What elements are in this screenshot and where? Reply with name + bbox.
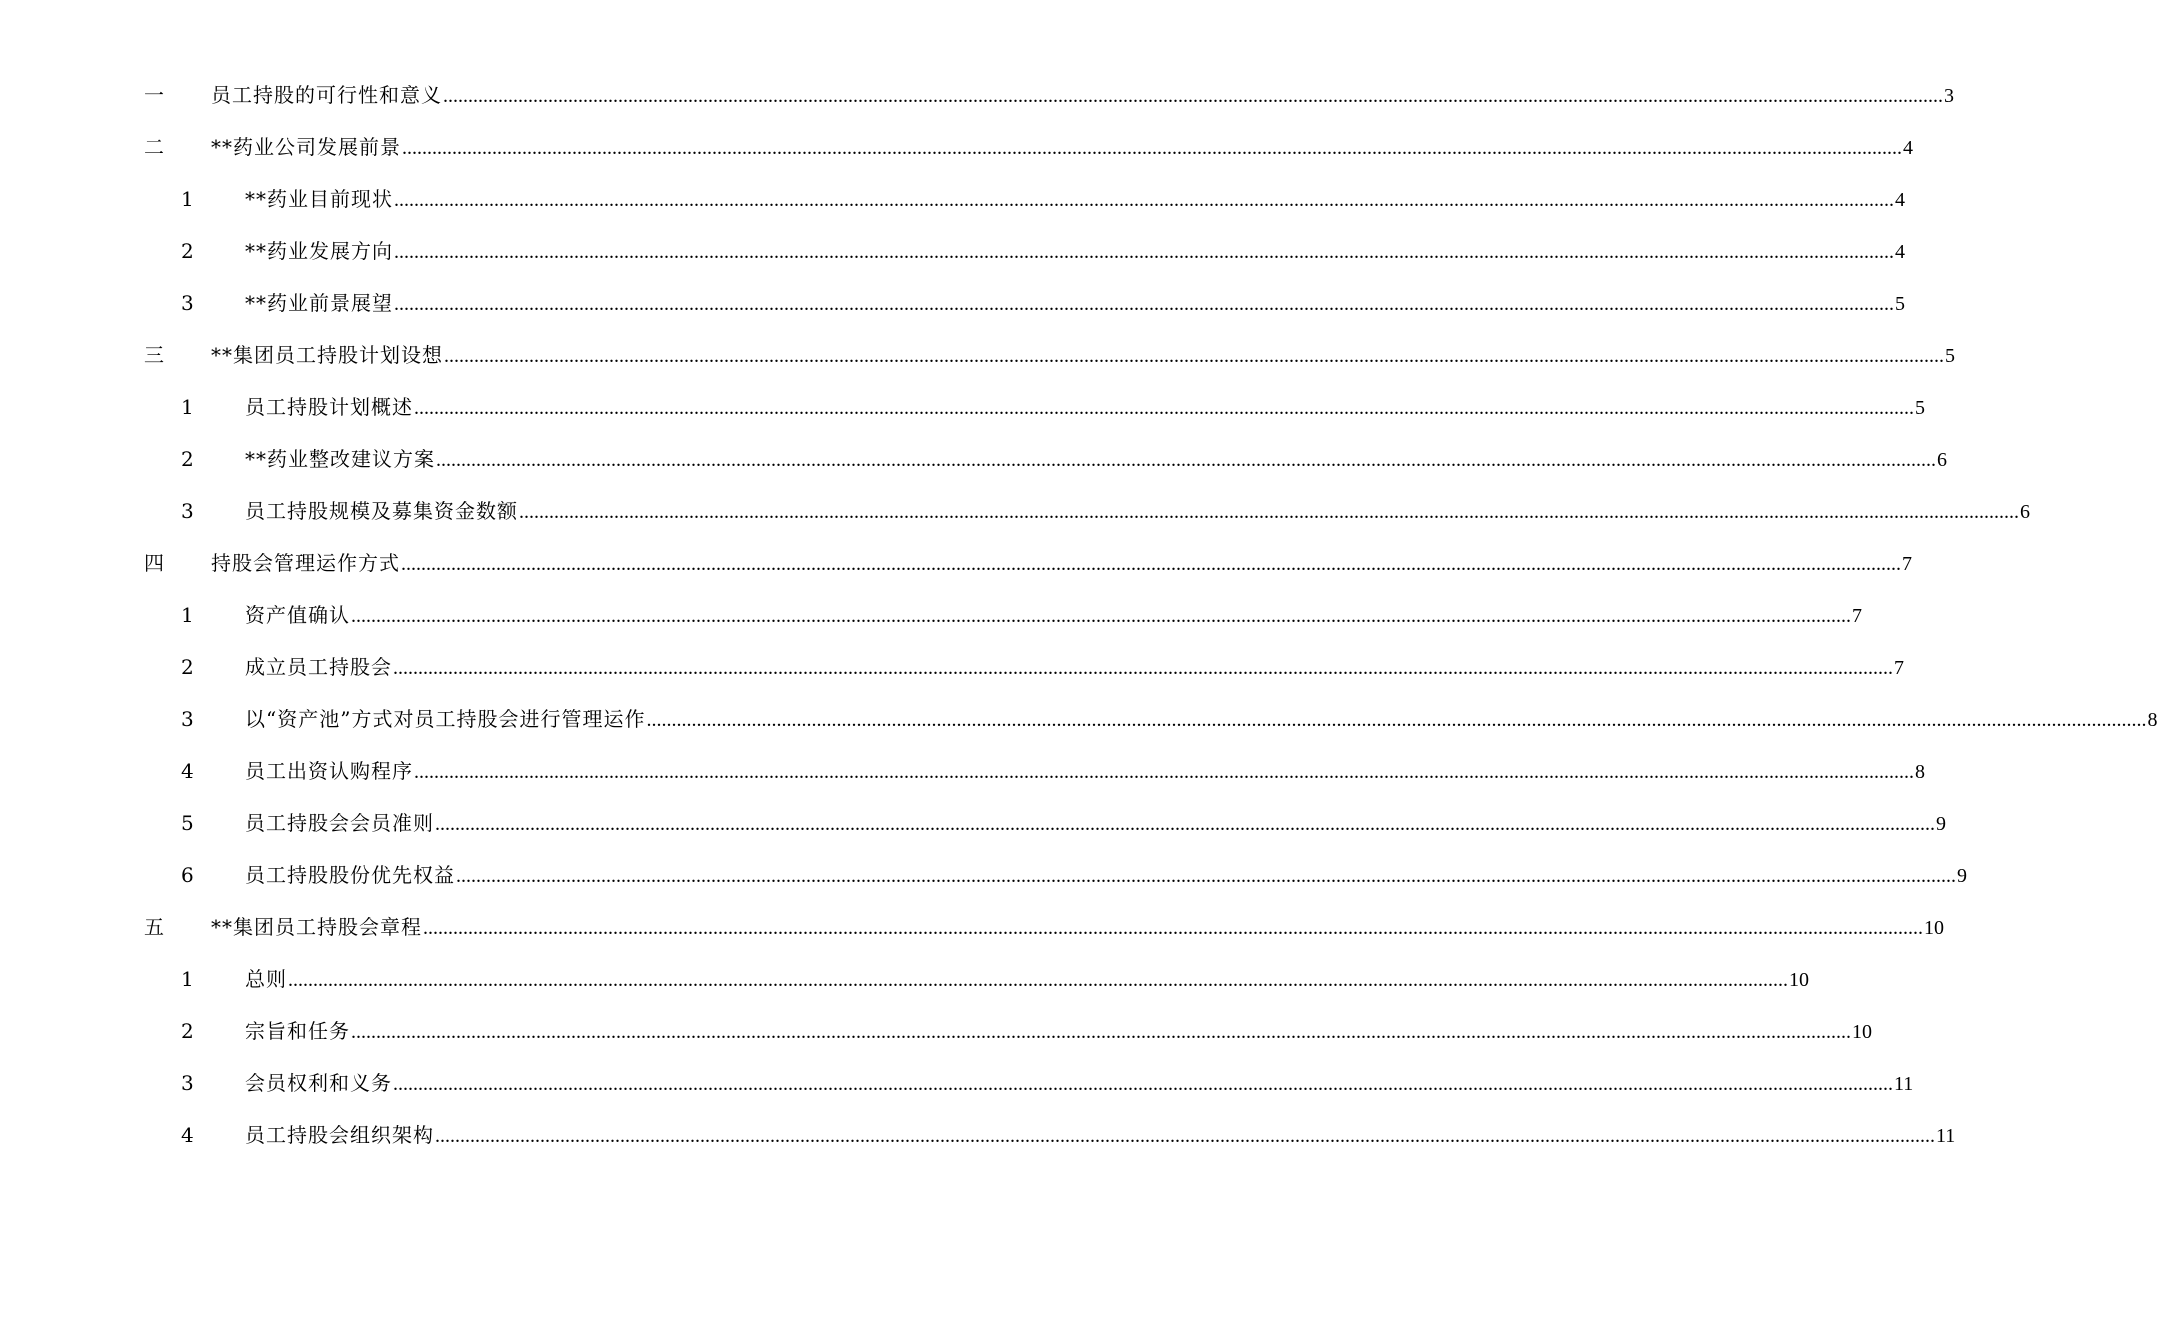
toc-entry[interactable] xyxy=(0,1060,1914,1112)
toc-entry-line xyxy=(245,592,1862,639)
toc-entry-title: **药业前景展望 xyxy=(245,291,393,315)
toc-entry[interactable] xyxy=(0,124,1913,176)
toc-entry-page: 10 xyxy=(1852,1021,1872,1043)
dot-leader: ............................................................................................................................................................................................................................................................................................................ xyxy=(351,605,1851,627)
toc-entry[interactable] xyxy=(0,228,1905,280)
toc-entry-number: 2 xyxy=(181,655,194,679)
toc-entry-title: 会员权利和义务 xyxy=(245,1071,392,1095)
toc-entry-page: 6 xyxy=(2020,501,2030,523)
dot-leader: ............................................................................................................................................................................................................................................................................................................ xyxy=(401,553,1901,575)
toc-entry-line xyxy=(245,1112,1956,1159)
toc-entry-line xyxy=(245,384,1925,431)
toc-entry-page: 11 xyxy=(1936,1125,1956,1147)
dot-leader: ............................................................................................................................................................................................................................................................................................................ xyxy=(414,397,1914,419)
dot-leader: ............................................................................................................................................................................................................................................................................................................ xyxy=(423,917,1923,939)
toc-entry[interactable] xyxy=(0,72,1954,124)
toc-entry-title: 员工持股股份优先权益 xyxy=(245,863,455,887)
dot-leader: ............................................................................................................................................................................................................................................................................................................ xyxy=(394,189,1894,211)
toc-entry[interactable] xyxy=(0,904,1944,956)
toc-entry[interactable] xyxy=(0,1008,1872,1060)
toc-entry-number: 4 xyxy=(181,1123,194,1147)
toc-entry-page: 11 xyxy=(1894,1073,1914,1095)
toc-entry[interactable] xyxy=(0,384,1925,436)
toc-entry-title: **药业整改建议方案 xyxy=(245,447,435,471)
table-of-contents xyxy=(0,72,2157,1164)
toc-entry-number: 3 xyxy=(181,1071,194,1095)
toc-entry-line xyxy=(245,228,1905,275)
toc-entry-page: 4 xyxy=(1895,241,1905,263)
toc-entry-number: 1 xyxy=(181,967,194,991)
toc-entry[interactable] xyxy=(0,592,1862,644)
toc-entry-number: 3 xyxy=(181,707,194,731)
toc-entry[interactable] xyxy=(0,176,1905,228)
toc-entry-number: 3 xyxy=(181,291,194,315)
toc-entry-number: 1 xyxy=(181,187,194,211)
toc-entry-title: 以“资产池”方式对员工持股会进行管理运作 xyxy=(245,707,646,731)
toc-entry-line xyxy=(245,748,1925,795)
toc-entry[interactable] xyxy=(0,956,1809,1008)
dot-leader: ............................................................................................................................................................................................................................................................................................................ xyxy=(393,657,1893,679)
toc-entry-line xyxy=(211,72,1954,119)
toc-entry-page: 4 xyxy=(1903,137,1913,159)
toc-entry[interactable] xyxy=(0,436,1947,488)
dot-leader: ............................................................................................................................................................................................................................................................................................................ xyxy=(456,865,1956,887)
toc-entry-number: 5 xyxy=(181,811,194,835)
toc-entry-number: 2 xyxy=(181,447,194,471)
toc-entry-title: 员工持股计划概述 xyxy=(245,395,413,419)
toc-entry-line xyxy=(245,956,1809,1003)
toc-entry-page: 10 xyxy=(1789,969,1809,991)
toc-entry[interactable] xyxy=(0,852,1967,904)
toc-entry[interactable] xyxy=(0,800,1946,852)
toc-entry-line xyxy=(245,1008,1872,1055)
toc-entry[interactable] xyxy=(0,488,2030,540)
toc-entry-line xyxy=(245,644,1904,691)
toc-entry-line xyxy=(245,488,2030,535)
toc-entry-page: 10 xyxy=(1924,917,1944,939)
dot-leader: ............................................................................................................................................................................................................................................................................................................ xyxy=(394,293,1894,315)
dot-leader: ............................................................................................................................................................................................................................................................................................................ xyxy=(288,969,1788,991)
toc-entry-number: 四 xyxy=(144,551,164,575)
toc-entry-number: 一 xyxy=(144,83,164,107)
toc-entry-line xyxy=(245,852,1967,899)
dot-leader: ............................................................................................................................................................................................................................................................................................................ xyxy=(519,501,2019,523)
toc-entry-title: 宗旨和任务 xyxy=(245,1019,350,1043)
toc-entry[interactable] xyxy=(0,1112,1956,1164)
toc-entry-page: 9 xyxy=(1936,813,1946,835)
toc-entry-number: 1 xyxy=(181,603,194,627)
toc-entry-line xyxy=(245,280,1905,327)
toc-entry[interactable] xyxy=(0,332,1955,384)
toc-entry[interactable] xyxy=(0,644,1904,696)
toc-entry-title: **药业目前现状 xyxy=(245,187,393,211)
toc-entry-page: 5 xyxy=(1895,293,1905,315)
dot-leader: ............................................................................................................................................................................................................................................................................................................ xyxy=(414,761,1914,783)
toc-entry-number: 二 xyxy=(144,135,164,159)
dot-leader: ............................................................................................................................................................................................................................................................................................................ xyxy=(393,1073,1893,1095)
toc-entry-line xyxy=(211,904,1944,951)
toc-entry-title: 员工持股的可行性和意义 xyxy=(211,83,442,107)
toc-entry-number: 1 xyxy=(181,395,194,419)
toc-entry-line xyxy=(211,540,1912,587)
toc-entry-page: 7 xyxy=(1894,657,1904,679)
toc-entry-line xyxy=(245,696,2157,743)
toc-entry-page: 6 xyxy=(1937,449,1947,471)
toc-entry-title: 员工出资认购程序 xyxy=(245,759,413,783)
toc-entry-number: 6 xyxy=(181,863,194,887)
toc-entry-title: **药业发展方向 xyxy=(245,239,393,263)
toc-entry-line xyxy=(245,1060,1914,1107)
toc-entry-title: 员工持股会会员准则 xyxy=(245,811,434,835)
dot-leader: ............................................................................................................................................................................................................................................................................................................ xyxy=(394,241,1894,263)
toc-entry-line xyxy=(245,436,1947,483)
toc-entry-page: 8 xyxy=(1915,761,1925,783)
toc-entry[interactable] xyxy=(0,748,1925,800)
toc-entry[interactable] xyxy=(0,540,1912,592)
toc-entry-title: 持股会管理运作方式 xyxy=(211,551,400,575)
toc-entry-title: **集团员工持股计划设想 xyxy=(211,343,443,367)
toc-entry-title: 总则 xyxy=(245,967,287,991)
dot-leader: ............................................................................................................................................................................................................................................................................................................ xyxy=(435,1125,1935,1147)
toc-entry-page: 7 xyxy=(1852,605,1862,627)
dot-leader: ............................................................................................................................................................................................................................................................................................................ xyxy=(351,1021,1851,1043)
toc-entry-number: 3 xyxy=(181,499,194,523)
toc-entry-number: 五 xyxy=(144,915,164,939)
toc-entry-title: **药业公司发展前景 xyxy=(211,135,401,159)
toc-entry[interactable] xyxy=(0,696,2157,748)
toc-entry-line xyxy=(245,800,1946,847)
toc-entry-title: 员工持股规模及募集资金数额 xyxy=(245,499,518,523)
toc-entry-line xyxy=(211,124,1913,171)
toc-entry-page: 7 xyxy=(1902,553,1912,575)
toc-entry-title: **集团员工持股会章程 xyxy=(211,915,422,939)
dot-leader: ............................................................................................................................................................................................................................................................................................................ xyxy=(435,813,1935,835)
toc-entry[interactable] xyxy=(0,280,1905,332)
toc-entry-number: 三 xyxy=(144,343,164,367)
toc-entry-title: 员工持股会组织架构 xyxy=(245,1123,434,1147)
toc-entry-page: 4 xyxy=(1895,189,1905,211)
toc-entry-number: 2 xyxy=(181,239,194,263)
toc-entry-page: 5 xyxy=(1945,345,1955,367)
toc-entry-number: 2 xyxy=(181,1019,194,1043)
toc-entry-page: 9 xyxy=(1957,865,1967,887)
toc-entry-line xyxy=(211,332,1955,379)
toc-entry-title: 资产值确认 xyxy=(245,603,350,627)
toc-entry-page: 8 xyxy=(2147,709,2157,731)
toc-entry-page: 5 xyxy=(1915,397,1925,419)
toc-entry-page: 3 xyxy=(1944,85,1954,107)
dot-leader: ............................................................................................................................................................................................................................................................................................................ xyxy=(402,137,1902,159)
dot-leader: ............................................................................................................................................................................................................................................................................................................ xyxy=(444,345,1944,367)
dot-leader: ............................................................................................................................................................................................................................................................................................................ xyxy=(646,709,2147,731)
dot-leader: ............................................................................................................................................................................................................................................................................................................ xyxy=(443,85,1943,107)
dot-leader: ............................................................................................................................................................................................................................................................................................................ xyxy=(436,449,1936,471)
toc-entry-number: 4 xyxy=(181,759,194,783)
toc-entry-title: 成立员工持股会 xyxy=(245,655,392,679)
toc-entry-line xyxy=(245,176,1905,223)
